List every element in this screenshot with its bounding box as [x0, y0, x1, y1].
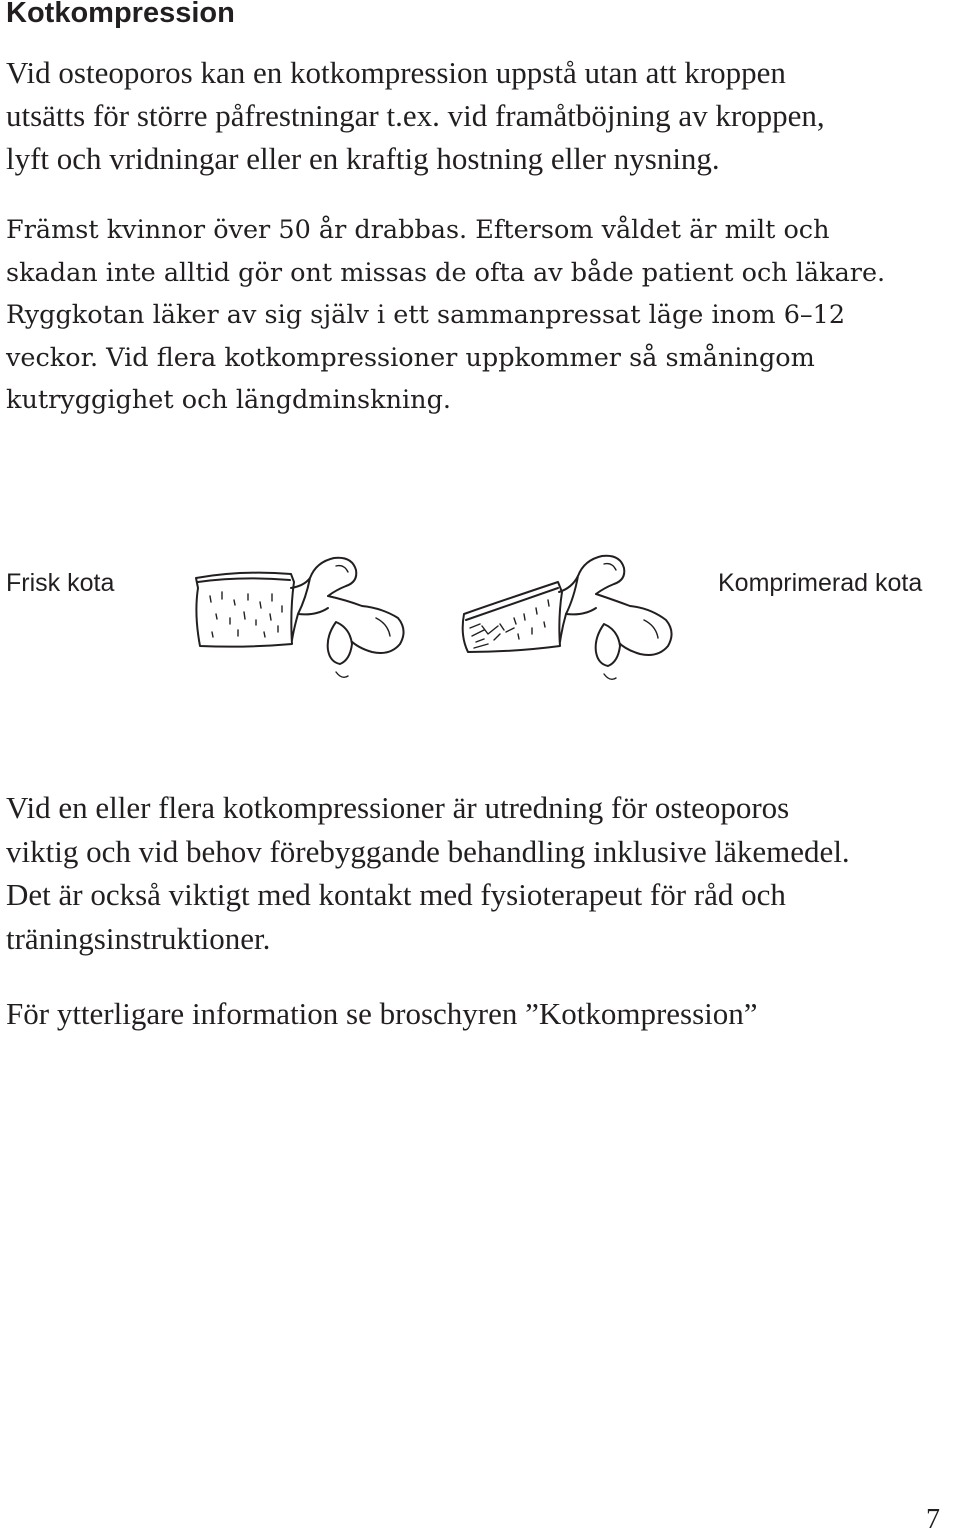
recommendation-line: Det är också viktigt med kontakt med fysioterapeut för råd och — [6, 877, 786, 912]
recommendation-line: viktig och vid behov förebyggande behandling inklusive läkemedel. — [6, 833, 850, 869]
vertebra-illustration — [186, 548, 686, 688]
intro-line: lyft och vridningar eller en kraftig hostning eller nysning. — [6, 141, 720, 176]
details-paragraph — [6, 209, 885, 422]
recommendation-line: Vid en eller flera kotkompressioner är utredning för osteoporos — [6, 790, 790, 825]
healthy-vertebra-drawing — [196, 558, 404, 678]
compressed-vertebra-label: Komprimerad kota — [718, 569, 923, 597]
recommendation-line: träningsinstruktioner. — [6, 920, 271, 956]
details-line: Ryggkotan läker av sig själv i ett sammanpressat läge inom 6–12 — [6, 300, 846, 330]
intro-paragraph — [6, 51, 825, 180]
details-line: skadan inte alltid gör ont missas de ofta av både patient och läkare. — [6, 257, 886, 288]
details-line: Främst kvinnor över 50 år drabbas. Eftersom våldet är milt och — [6, 215, 830, 245]
intro-line: utsätts för större påfrestningar t.ex. vid framåtböjning av kroppen, — [6, 98, 825, 133]
compressed-vertebra-drawing — [463, 556, 672, 680]
details-line: kutryggighet och längdminskning. — [6, 385, 452, 415]
details-line: veckor. Vid flera kotkompressioner uppkommer så småningom — [6, 342, 815, 373]
brochure-reference: För ytterligare information se broschyren ”Kotkompression” — [6, 996, 758, 1031]
recommendation-paragraph — [6, 786, 850, 960]
intro-line: Vid osteoporos kan en kotkompression uppstå utan att kroppen — [6, 55, 786, 90]
healthy-vertebra-label: Frisk kota — [6, 569, 115, 597]
page-heading: Kotkompression — [6, 0, 235, 29]
page-number: 7 — [926, 1504, 940, 1535]
